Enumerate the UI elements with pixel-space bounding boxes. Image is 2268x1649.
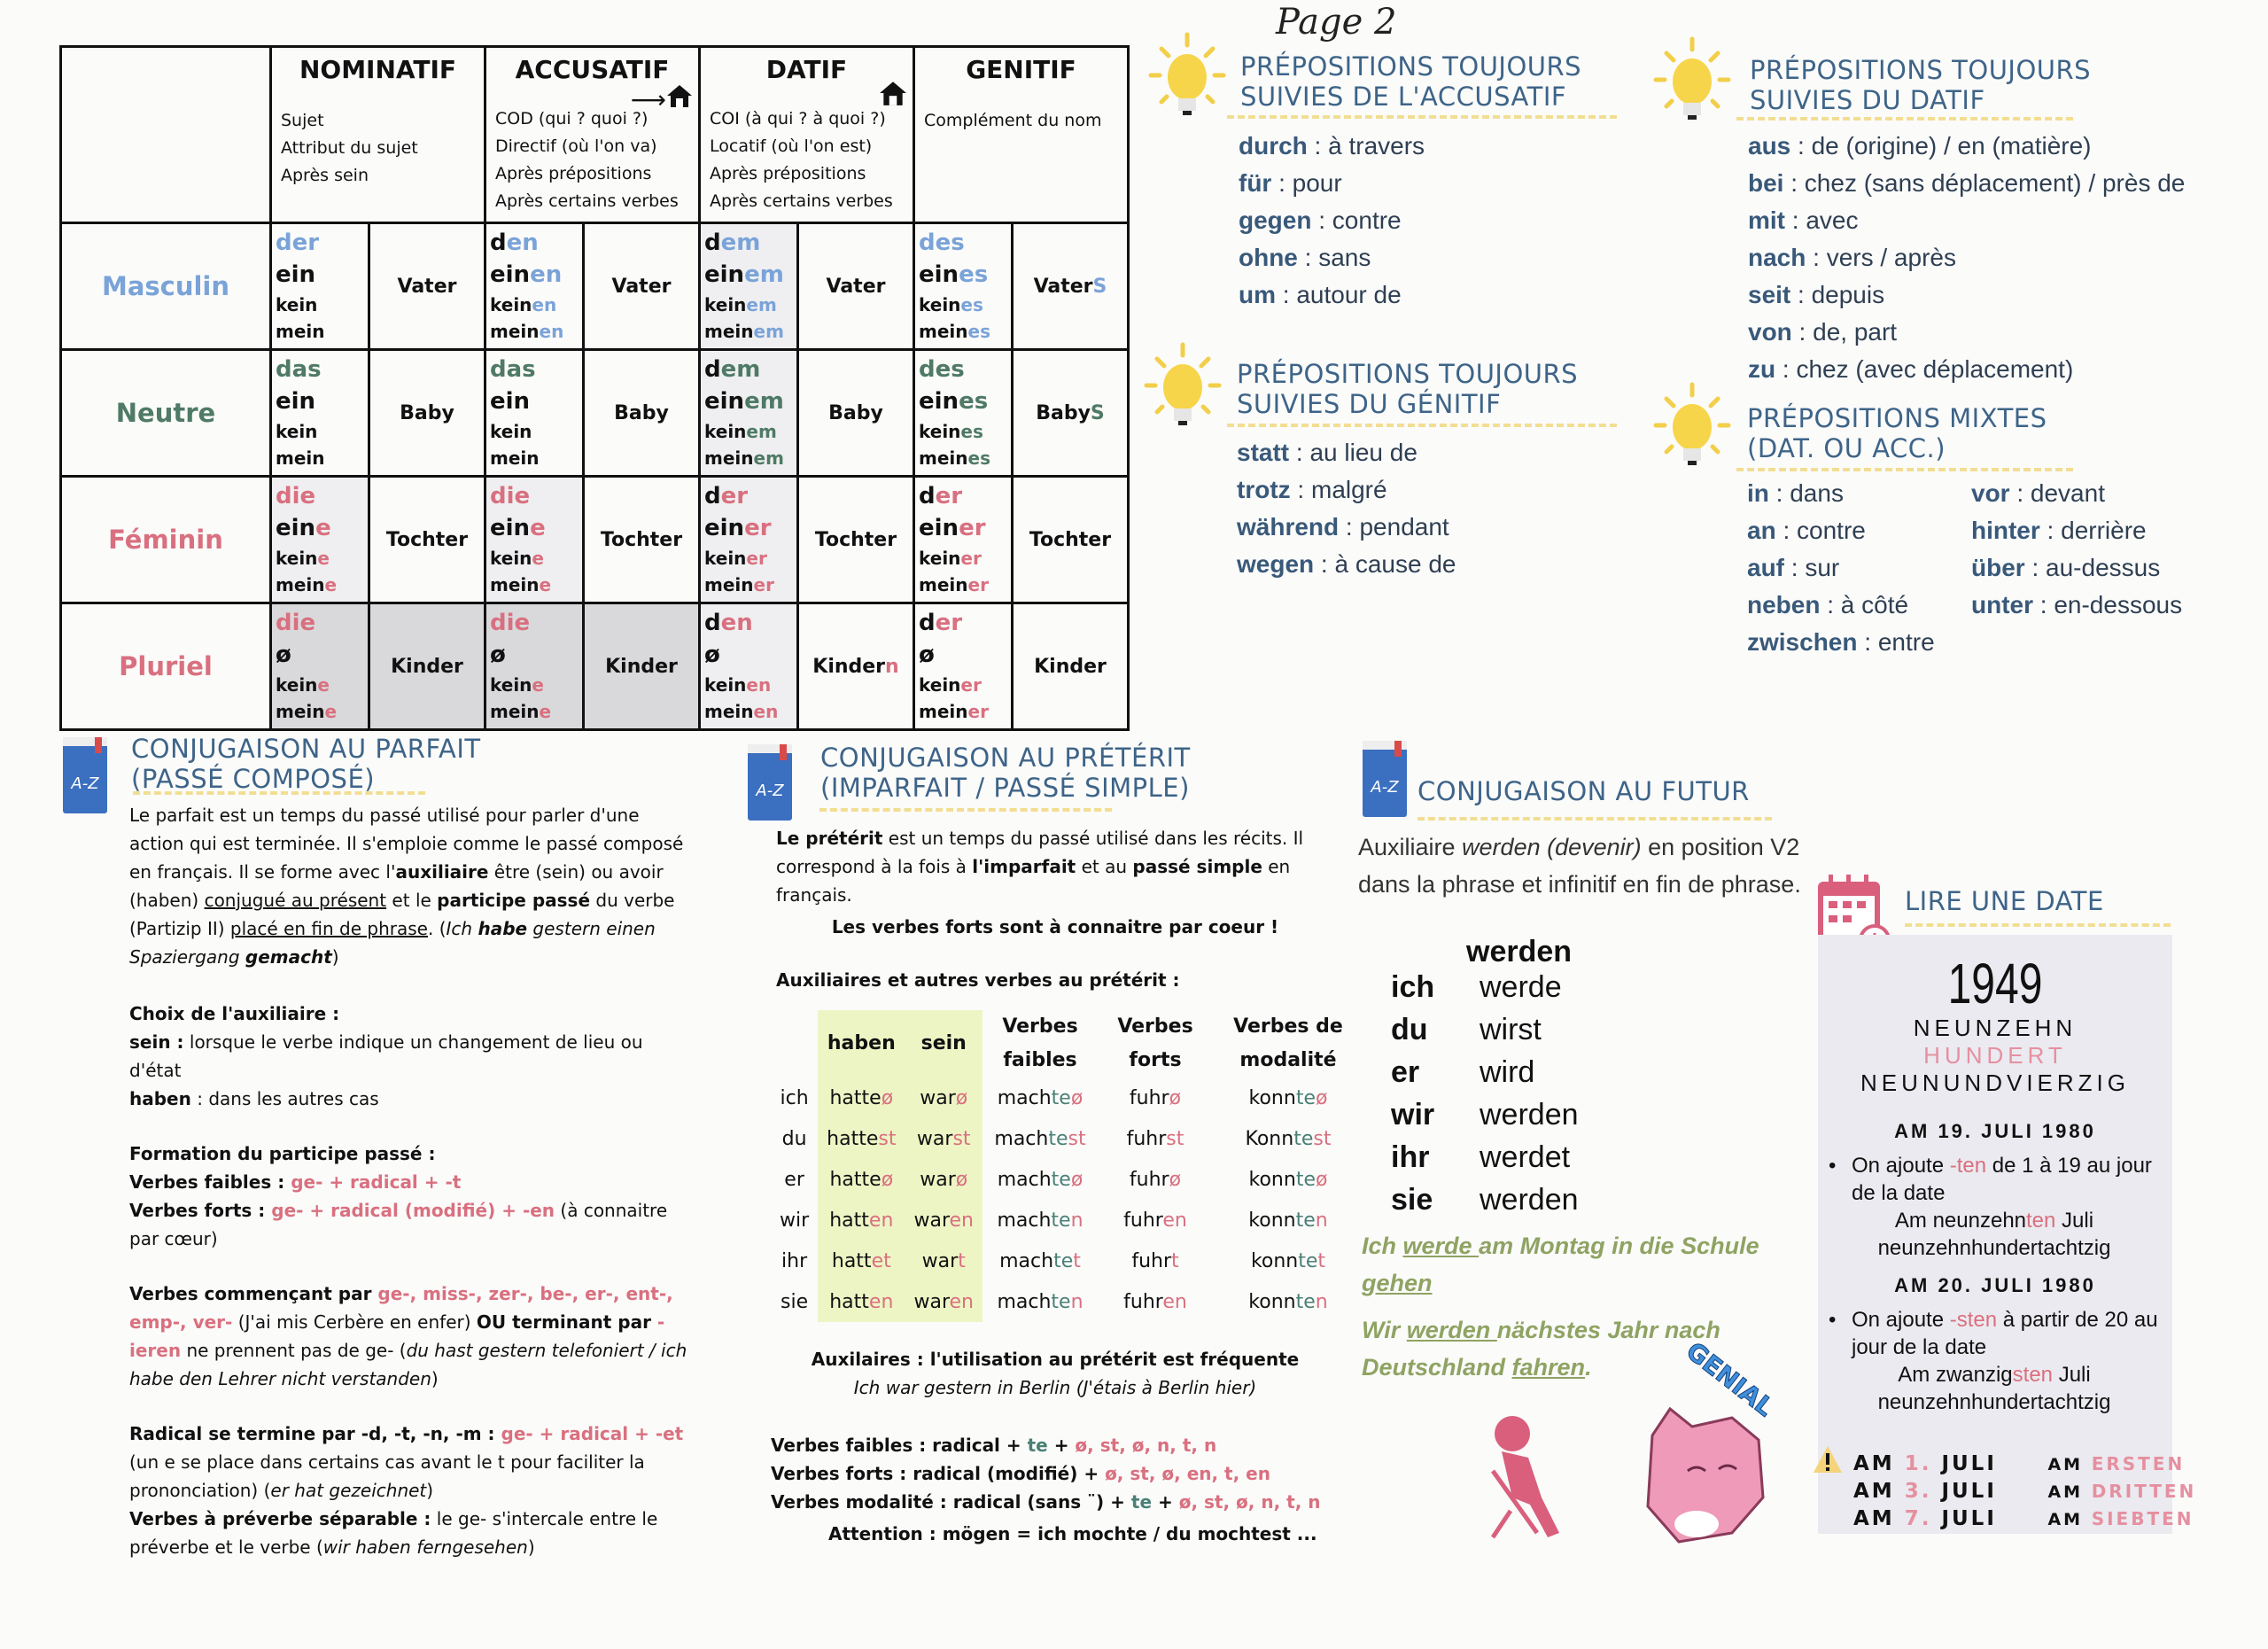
article-form: die xyxy=(276,483,316,509)
article-form: des xyxy=(919,356,965,383)
article-form: meiner xyxy=(919,701,989,722)
header-desc-line: Après sein xyxy=(281,166,369,185)
article-form: eines xyxy=(919,261,989,288)
divider xyxy=(133,791,425,795)
header-genitif: GENITIF Complément du nom xyxy=(914,47,1129,223)
preposition-item: ohne : sans xyxy=(1239,244,1371,271)
preterit-cell: wart xyxy=(905,1241,983,1281)
preterit-intro: Le prétérit est un temps du passé utilisé dans les récits. Il correspond à la fois à l'imparfait et au passé simple en français. xyxy=(776,828,1304,906)
column-header: sein xyxy=(905,1010,983,1077)
preterit-cell: konnten xyxy=(1248,1209,1328,1232)
dictionary-book-icon xyxy=(1357,737,1412,825)
noun-cell: Baby xyxy=(369,350,485,477)
ordinal-row: AM 1. JULI AM ERSTEN xyxy=(1853,1452,2186,1475)
werden-row: du wirst xyxy=(1391,1013,1542,1046)
preterit-cell: machten xyxy=(997,1209,1084,1232)
article-form: des xyxy=(919,229,965,256)
article-form: meinen xyxy=(490,321,564,342)
preposition-item: über : au-dessus xyxy=(1971,554,2161,581)
preposition-item: auf : sur xyxy=(1747,554,1840,581)
dictionary-book-icon xyxy=(742,741,797,828)
date-rule-2: • On ajoute -sten à partir de 20 au jour de la date Am zwanzigsten Juli neunzehnhundertachtzig xyxy=(1829,1308,2158,1414)
article-form: keinem xyxy=(704,294,777,315)
preterit-cell: sie xyxy=(781,1290,809,1313)
futur-title: CONJUGAISON AU FUTUR xyxy=(1418,776,1750,806)
article-cell xyxy=(485,350,584,477)
preterit-row xyxy=(771,1118,1363,1159)
preterit-row xyxy=(771,1159,1363,1200)
article-form: keine xyxy=(490,674,544,696)
attention-note: Attention : mögen = ich mochte / du mochtest ... xyxy=(828,1523,1317,1544)
article-cell xyxy=(700,477,798,603)
article-form: das xyxy=(276,356,322,383)
article-form: dem xyxy=(704,229,761,256)
house-icon xyxy=(879,80,907,110)
article-form: einer xyxy=(919,515,986,541)
empty-corner-cell xyxy=(61,47,271,223)
article-form: dem xyxy=(704,356,761,383)
noun-cell: BabyS xyxy=(1013,350,1129,477)
aux-usage-note: Auxilaires : l'utilisation au prétérit est fréquente xyxy=(811,1349,1300,1370)
noun-cell: Tochter xyxy=(584,477,700,603)
bulb-icon xyxy=(1143,341,1223,443)
preposition-item: trotz : malgré xyxy=(1237,476,1387,503)
header-desc-line: COD (qui ? quoi ?) xyxy=(495,109,649,128)
article-form: einem xyxy=(704,261,784,288)
article-cell xyxy=(700,350,798,477)
article-form: ein xyxy=(490,388,531,415)
article-form: eines xyxy=(919,388,989,415)
header-desc-line: Après certains verbes xyxy=(710,191,893,211)
article-form: ø xyxy=(490,642,506,668)
column-header: haben xyxy=(818,1010,905,1077)
article-form: keines xyxy=(919,421,983,442)
noun-cell: Tochter xyxy=(369,477,485,603)
article-form: einer xyxy=(704,515,772,541)
table-row-pluriel xyxy=(61,603,1129,730)
article-form: keine xyxy=(276,674,330,696)
svg-text:A-Z: A-Z xyxy=(71,774,99,793)
ordinal-row: AM 7. JULI AM SIEBTEN xyxy=(1853,1507,2194,1530)
preterit-cell: konnteø xyxy=(1248,1168,1328,1191)
noun-cell: Kinder xyxy=(584,603,700,730)
header-desc-line: Attribut du sujet xyxy=(281,138,418,158)
year-number: 1949 xyxy=(1947,952,2043,1015)
parfait-intro: Le parfait est un temps du passé utilisé pour parler d'une action qui est terminée. Il s'emploie comme le passé composé en français. Il se forme avec l'auxiliaire être (sein) ou avoir (haben) conjugué au présent et le participe passé du verbe (Partizip II) placé en fin de phrase. (Ich habe gestern einen Spaziergang gemacht) xyxy=(129,805,684,968)
article-form: meinem xyxy=(704,321,784,342)
preterit-cell: fuhrst xyxy=(1126,1127,1184,1150)
column-header xyxy=(771,1010,818,1077)
preposition-item: an : contre xyxy=(1747,517,1866,544)
article-form: die xyxy=(490,610,531,636)
preterit-cell: machteø xyxy=(997,1168,1084,1191)
preposition-item: von : de, part xyxy=(1748,318,1898,346)
futur-example-1: Ich werde am Montag in die Schule gehen xyxy=(1362,1233,1759,1296)
preterit-cell: fuhrt xyxy=(1131,1249,1179,1272)
werden-row: ich werde xyxy=(1391,970,1562,1004)
article-form: ein xyxy=(276,388,316,415)
divider xyxy=(1418,817,1772,821)
column-header: Verbes faibles xyxy=(1002,1015,1078,1071)
year-word-3: NEUNUNDVIERZIG xyxy=(1860,1070,2130,1096)
preterit-row xyxy=(771,1241,1363,1281)
divider xyxy=(819,808,1112,812)
table-row-féminin xyxy=(61,477,1129,603)
werden-row: sie werden xyxy=(1391,1183,1579,1217)
radical-rule: Radical se termine par -d, -t, -n, -m : ge- + radical + -et (un e se place dans certains cas avant le t pour faciliter la prononciation) (er hat gezeichnet) Verbes à préverbe séparable : le ge- s'intercale entre le préverbe et le verbe (wir haben ferngesehen) xyxy=(129,1423,684,1558)
article-form: meine xyxy=(490,701,552,722)
prep-mix-right-list xyxy=(1971,475,2182,624)
article-form: meines xyxy=(919,321,990,342)
ordinal-row: AM 3. JULI AM DRITTEN xyxy=(1853,1480,2197,1503)
article-cell xyxy=(485,477,584,603)
article-form: kein xyxy=(490,421,532,442)
preterit-cell: hatteø xyxy=(818,1077,905,1118)
article-form: keinen xyxy=(704,674,772,696)
year-word-1: NEUNZEHN xyxy=(1913,1015,2078,1041)
noun-cell: Vater xyxy=(584,223,700,350)
article-cell xyxy=(700,223,798,350)
preterit-cell: konnten xyxy=(1248,1290,1328,1313)
header-desc-line: Complément du nom xyxy=(924,111,1102,130)
futur-intro: Auxiliaire werden (devenir) en position V2 dans la phrase et infinitif en fin de phrase. xyxy=(1358,834,1801,898)
table-header-row xyxy=(61,47,1129,223)
date-rule-1: • On ajoute -ten de 1 à 19 au jour de la date Am neunzehnten Juli neunzehnhundertachtzig xyxy=(1829,1154,2152,1260)
prep-dat-title: PRÉPOSITIONS TOUJOURS SUIVIES DU DATIF xyxy=(1750,55,2092,115)
article-form: eine xyxy=(490,515,546,541)
preterit-cell: waren xyxy=(905,1200,983,1241)
divider xyxy=(1736,468,2073,471)
header-desc-line: Locatif (où l'on est) xyxy=(710,136,873,156)
preposition-item: mit : avec xyxy=(1748,206,1859,234)
preposition-item: in : dans xyxy=(1747,479,1844,507)
article-form: den xyxy=(490,229,539,256)
article-form: meine xyxy=(490,574,552,595)
article-form: kein xyxy=(276,294,318,315)
article-form: keine xyxy=(490,548,544,569)
preterit-cell: machtet xyxy=(999,1249,1081,1272)
date-example-1-title: AM 19. JULI 1980 xyxy=(1894,1120,2096,1142)
divider xyxy=(1905,923,2171,927)
article-form: die xyxy=(490,483,531,509)
year-word-2: HUNDERT xyxy=(1923,1042,2067,1069)
preterit-cell: machtest xyxy=(994,1127,1086,1150)
article-form: ø xyxy=(704,642,720,668)
preposition-item: neben : à côté xyxy=(1747,591,1909,618)
preterit-rule: Verbes modalité : radical (sans ¨) + te + ø, st, ø, n, t, n xyxy=(771,1491,1321,1513)
werden-row: wir werden xyxy=(1391,1098,1579,1132)
preterit-cell: konntet xyxy=(1250,1249,1326,1272)
article-cell xyxy=(271,223,369,350)
preterit-cell: ich xyxy=(780,1086,809,1109)
row-label: Féminin xyxy=(61,477,271,603)
article-form: einen xyxy=(490,261,563,288)
bulb-icon xyxy=(1652,35,1732,137)
preposition-item: statt : au lieu de xyxy=(1237,439,1418,466)
declension-table xyxy=(59,45,1130,731)
preterit-cell: hattet xyxy=(818,1241,905,1281)
preterit-row xyxy=(771,1200,1363,1241)
preterit-title: CONJUGAISON AU PRÉTÉRIT (IMPARFAIT / PASSÉ SIMPLE) xyxy=(820,743,1191,803)
article-form: keine xyxy=(276,548,330,569)
ordinal-exceptions xyxy=(1853,1451,2196,1533)
row-label: Pluriel xyxy=(61,603,271,730)
article-form: meines xyxy=(919,447,990,469)
aux-example: Ich war gestern in Berlin (J'étais à Berlin hier) xyxy=(853,1377,1257,1398)
article-cell xyxy=(485,223,584,350)
header-desc-line: Après prépositions xyxy=(495,164,652,183)
divider xyxy=(1736,117,2073,121)
werden-heading: werden xyxy=(1466,935,1573,968)
preterit-cell: hattest xyxy=(818,1118,905,1159)
preposition-item: seit : depuis xyxy=(1748,281,1885,308)
header-desc-line: Après certains verbes xyxy=(495,191,679,211)
auxiliary-choice: Choix de l'auxiliaire : sein : lorsque le verbe indique un changement de lieu ou d'état haben : dans les autres cas xyxy=(129,1003,643,1109)
preterit-cell: hatteø xyxy=(818,1159,905,1200)
header-desc-line: COI (à qui ? à quoi ?) xyxy=(710,109,886,128)
preterit-cell: er xyxy=(784,1168,804,1191)
preterit-cell: hatten xyxy=(818,1200,905,1241)
bulb-icon xyxy=(1652,381,1732,483)
noun-cell: Kindern xyxy=(798,603,914,730)
article-cell xyxy=(700,603,798,730)
article-form: den xyxy=(704,610,753,636)
warning-icon xyxy=(1812,1444,1844,1479)
article-form: mein xyxy=(490,447,540,469)
header-accusatif: ACCUSATIF ⟶ COD (qui ? quoi ?) Directif (où l'on va) Après prépositions Après certains verbes xyxy=(485,47,700,223)
article-form: der xyxy=(704,483,749,509)
preposition-item: während : pendant xyxy=(1237,513,1449,541)
svg-text:A-Z: A-Z xyxy=(756,782,784,800)
prep-dat-list xyxy=(1748,128,2185,388)
article-form: der xyxy=(919,483,963,509)
article-cell xyxy=(271,603,369,730)
header-desc-line: Directif (où l'on va) xyxy=(495,136,657,156)
article-form: meinem xyxy=(704,447,784,469)
preterit-cell: waren xyxy=(905,1281,983,1322)
article-form: keines xyxy=(919,294,983,315)
genial-sticker-text: GENIAL xyxy=(1681,1335,1780,1423)
article-cell xyxy=(914,603,1013,730)
date-title: LIRE UNE DATE xyxy=(1905,886,2104,916)
preposition-item: unter : en-dessous xyxy=(1971,591,2183,618)
preterit-cell: fuhrø xyxy=(1129,1086,1182,1109)
article-form: mein xyxy=(276,321,325,342)
article-form: das xyxy=(490,356,536,383)
preterit-rule: Verbes forts : radical (modifié) + ø, st, ø, en, t, en xyxy=(771,1463,1270,1484)
preterit-cell: wir xyxy=(780,1209,810,1232)
svg-text:A-Z: A-Z xyxy=(1371,778,1399,797)
preposition-item: vor : devant xyxy=(1971,479,2105,507)
article-cell xyxy=(271,477,369,603)
noun-cell: VaterS xyxy=(1013,223,1129,350)
article-form: keiner xyxy=(704,548,767,569)
preterit-cell: warst xyxy=(905,1118,983,1159)
noun-cell: Baby xyxy=(798,350,914,477)
article-form: meinen xyxy=(704,701,779,722)
article-form: keinen xyxy=(490,294,557,315)
noun-cell: Vater xyxy=(369,223,485,350)
participle-formation: Formation du participe passé : Verbes faibles : ge- + radical + -t Verbes forts : ge- + radical (modifié) + -en (à connaitre par cœur) xyxy=(129,1143,668,1249)
preterit-table xyxy=(771,1010,1363,1322)
noun-cell: Kinder xyxy=(369,603,485,730)
header-desc-line: Après prépositions xyxy=(710,164,866,183)
date-example-2-title: AM 20. JULI 1980 xyxy=(1894,1274,2096,1296)
article-form: keinem xyxy=(704,421,777,442)
parfait-title: CONJUGAISON AU PARFAIT (PASSÉ COMPOSÉ) xyxy=(131,734,481,794)
table-row-masculin xyxy=(61,223,1129,350)
strong-verbs-note: Les verbes forts sont à connaitre par coeur ! xyxy=(831,916,1279,937)
noun-cell: Kinder xyxy=(1013,603,1129,730)
article-form: ø xyxy=(919,642,935,668)
article-form: keiner xyxy=(919,548,982,569)
date-panel xyxy=(1818,935,2172,1534)
preterit-rules xyxy=(771,1431,1321,1516)
column-header: Verbes forts xyxy=(1117,1015,1193,1071)
cat-sticker-icon xyxy=(1626,1400,1785,1555)
auxiliaries-title: Auxiliaires et autres verbes au prétérit : xyxy=(776,969,1180,991)
preterit-row xyxy=(771,1077,1363,1118)
handwritten-page-note: Page 2 xyxy=(1276,2,1397,43)
noun-cell: Tochter xyxy=(1013,477,1129,603)
preposition-item: aus : de (origine) / en (matière) xyxy=(1748,132,2092,159)
dictionary-book-icon xyxy=(58,734,113,821)
preposition-item: gegen : contre xyxy=(1239,206,1402,234)
prep-acc-list xyxy=(1239,128,1425,314)
article-form: ein xyxy=(276,261,316,288)
header-datif: DATIF COI (à qui ? à quoi ?) Locatif (où l'on est) Après prépositions Après certains verbes xyxy=(700,47,914,223)
preterit-cell: warø xyxy=(905,1159,983,1200)
divider xyxy=(1227,115,1617,119)
preposition-item: durch : à travers xyxy=(1239,132,1425,159)
preterit-row xyxy=(771,1281,1363,1322)
noun-cell: Vater xyxy=(798,223,914,350)
prep-gen-title: PRÉPOSITIONS TOUJOURS SUIVIES DU GÉNITIF xyxy=(1237,359,1579,419)
inseparable-prefix-rule: Verbes commençant par ge-, miss-, zer-, be-, er-, ent-, emp-, ver- (J'ai mis Cerbère en enfer) OU terminant par -ieren ne prennent pas de ge- (du hast gestern telefoniert / ich habe den Lehrer nicht verstanden) xyxy=(129,1283,687,1389)
article-form: meiner xyxy=(704,574,774,595)
article-cell xyxy=(271,350,369,477)
preterit-cell: hatten xyxy=(818,1281,905,1322)
noun-cell: Baby xyxy=(584,350,700,477)
werden-row: er wird xyxy=(1391,1055,1535,1089)
preterit-rule: Verbes faibles : radical + te + ø, st, ø, n, t, n xyxy=(771,1435,1217,1456)
preposition-item: um : autour de xyxy=(1239,281,1402,308)
article-form: meine xyxy=(276,574,338,595)
preterit-cell: fuhren xyxy=(1123,1290,1187,1313)
article-form: mein xyxy=(276,447,325,469)
preterit-cell: Konntest xyxy=(1245,1127,1332,1150)
preposition-item: hinter : derrière xyxy=(1971,517,2147,544)
prep-acc-title: PRÉPOSITIONS TOUJOURS SUIVIES DE L'ACCUSATIF xyxy=(1240,51,1582,112)
article-form: meiner xyxy=(919,574,989,595)
article-form: der xyxy=(919,610,963,636)
bulb-icon xyxy=(1147,31,1227,133)
preterit-cell: machteø xyxy=(997,1086,1084,1109)
preterit-cell: machten xyxy=(997,1290,1084,1313)
article-form: keiner xyxy=(919,674,982,696)
werden-conjugation xyxy=(1391,966,1579,1221)
article-form: einem xyxy=(704,388,784,415)
article-form: die xyxy=(276,610,316,636)
prep-mix-left-list xyxy=(1747,475,1935,661)
header-desc-line: Sujet xyxy=(281,111,324,130)
row-label: Neutre xyxy=(61,350,271,477)
article-form: eine xyxy=(276,515,331,541)
prep-gen-list xyxy=(1237,434,1456,583)
parfait-body xyxy=(129,801,696,1561)
row-label: Masculin xyxy=(61,223,271,350)
column-header: Verbes de modalité xyxy=(1233,1015,1343,1071)
header-nominatif: NOMINATIF Sujet Attribut du sujet Après sein xyxy=(271,47,485,223)
arrow-to-house-icon: ⟶ xyxy=(631,83,693,114)
werden-row: ihr werdet xyxy=(1391,1140,1571,1174)
divider xyxy=(1227,424,1617,427)
article-cell xyxy=(485,603,584,730)
preposition-item: bei : chez (sans déplacement) / près de xyxy=(1748,169,2186,197)
preterit-cell: warø xyxy=(905,1077,983,1118)
preposition-item: nach : vers / après xyxy=(1748,244,1956,271)
article-cell xyxy=(914,477,1013,603)
article-form: ø xyxy=(276,642,291,668)
noun-cell: Tochter xyxy=(798,477,914,603)
preterit-cell: fuhrø xyxy=(1129,1168,1182,1191)
preposition-item: zu : chez (avec déplacement) xyxy=(1748,355,2074,383)
preterit-cell: ihr xyxy=(781,1249,808,1272)
preposition-item: wegen : à cause de xyxy=(1237,550,1456,578)
relaxing-person-icon xyxy=(1475,1409,1581,1546)
article-form: kein xyxy=(276,421,318,442)
futur-example-2: Wir werden nächstes Jahr nach Deutschland fahren. xyxy=(1362,1317,1720,1381)
preposition-item: zwischen : entre xyxy=(1747,628,1935,656)
article-form: der xyxy=(276,229,320,256)
article-cell xyxy=(914,350,1013,477)
table-row-neutre xyxy=(61,350,1129,477)
preterit-cell: konnteø xyxy=(1248,1086,1328,1109)
preterit-cell: du xyxy=(781,1127,807,1150)
article-cell xyxy=(914,223,1013,350)
preterit-cell: fuhren xyxy=(1123,1209,1187,1232)
prep-mix-title: PRÉPOSITIONS MIXTES (DAT. OU ACC.) xyxy=(1747,403,2047,463)
article-form: meine xyxy=(276,701,338,722)
preposition-item: für : pour xyxy=(1239,169,1342,197)
